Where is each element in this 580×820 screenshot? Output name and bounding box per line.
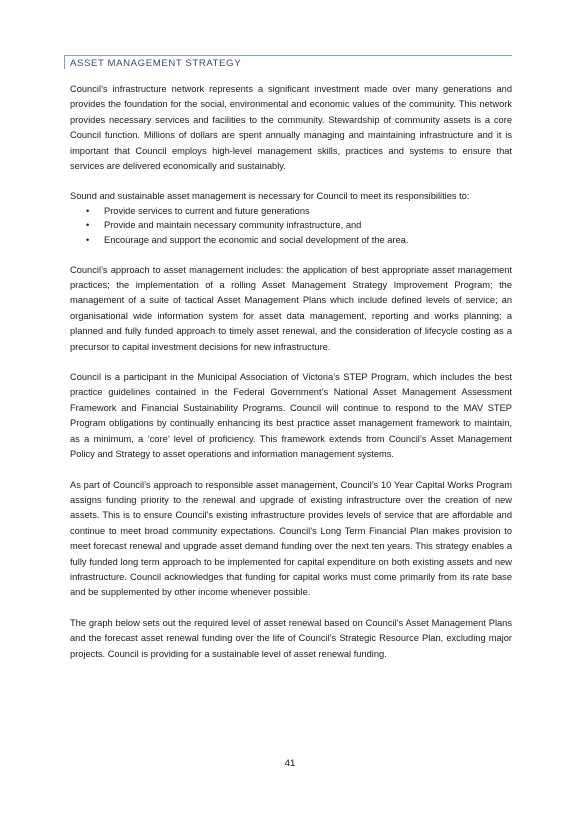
section-title: ASSET MANAGEMENT STRATEGY — [70, 58, 242, 69]
list-item-text: Provide services to current and future generations — [104, 205, 310, 216]
document-body — [70, 82, 512, 677]
list-item-text: Encourage and support the economic and social development of the area. — [104, 235, 409, 246]
bullet-icon: • — [86, 220, 90, 231]
list-item — [86, 233, 512, 248]
paragraph-approach: Council’s approach to asset management includes: the application of best appropriate asset management practices; the implementation of a rolling Asset Management Strategy Improvement Program; the management of a suite of tactical Asset Management Plans which include defined levels of service; an organisational wide information system for asset data management, reporting and works planning; a planned and fully funded approach to timely asset renewal, and the consideration of lifecycle costing as a precursor to capital investment decisions for new infrastructure. — [70, 264, 512, 352]
paragraph-intro: Council’s infrastructure network represents a significant investment made over many generations and provides the foundation for the social, environmental and economic values of the community. This network provides necessary services and facilities to the community. Stewardship of community assets is a core Council function. Millions of dollars are spent annually managing and maintaining infrastructure and it is important that Council employs high-level management skills, practices and systems to ensure that services are delivered economically and sustainably. — [70, 84, 512, 172]
paragraph-graph-intro: The graph below sets out the required level of asset renewal based on Council’s Asset Management Plans and the forecast asset renewal funding over the life of Council’s Strategic Resource Plan, excluding major projects. Council is providing for a sustainable level of asset renewal funding. — [70, 617, 512, 659]
bullet-icon: • — [86, 205, 90, 216]
paragraph-responsibilities-lead: Sound and sustainable asset management is necessary for Council to meet its responsibilities to: — [70, 191, 470, 202]
paragraph-step-program: Council is a participant in the Municipal Association of Victoria’s STEP Program, which includes the best practice guidelines contained in the Federal Government’s National Asset Management Assessment Framework and Financial Sustainability Programs. Council will continue to respond to the MAV STEP Program obligations by continually enhancing its best practice asset management framework to maintain, as a minimum, a ‘core’ level of proficiency. This framework extends from Council’s Asset Management Policy and Strategy to asset operations and information management systems. — [70, 372, 512, 460]
bullet-icon: • — [86, 235, 90, 246]
list-item — [86, 218, 512, 233]
list-item-text: Provide and maintain necessary community infrastructure, and — [104, 220, 362, 231]
section-header-rule — [64, 55, 512, 56]
list-item — [86, 204, 512, 219]
responsibilities-list — [70, 204, 512, 248]
section-header-tick — [64, 55, 65, 69]
paragraph-capital-works: As part of Council’s approach to responsible asset management, Council’s 10 Year Capital Works Program assigns funding priority to the renewal and upgrade of existing infrastructure over the creation of new assets. This is to ensure Council’s existing infrastructure provides levels of service that are affordable and continue to meet broad community expectations. Council’s Long Term Financial Plan makes provision to meet forecast renewal and upgrade asset demand funding over the next ten years. This strategy enables a fully funded long term approach to be implemented for capital expenditure on both existing assets and new infrastructure. Council acknowledges that funding for capital works must come primarily from its rate base and be supplemented by other income whenever possible. — [70, 479, 512, 598]
page-number: 41 — [284, 758, 296, 769]
